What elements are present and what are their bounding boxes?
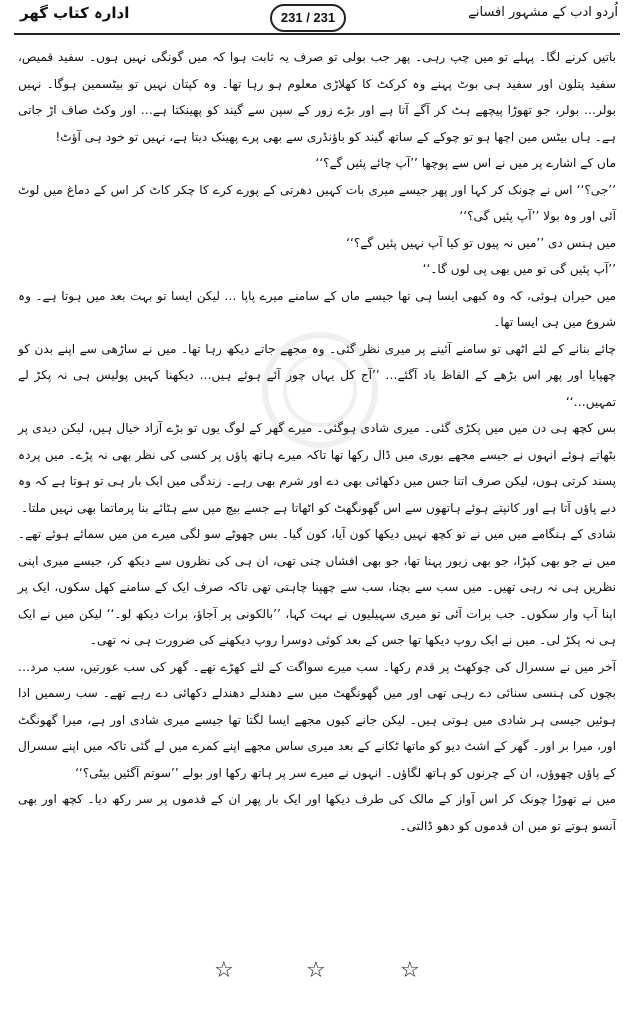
publisher-name: ادارہ کتاب گھر [20, 4, 130, 22]
story-body [18, 44, 616, 839]
paragraph-2: ماں کے اشارے پر میں نے اس سے پوچھا ’’آپ چائے پئیں گے؟‘‘ [315, 156, 616, 170]
paragraph-8: بس کچھ ہی دن میں میں پکڑی گئی۔ میری شادی ہوگئی۔ میرے گھر کے لوگ یوں تو بڑے آزاد خیال ہیں، لیکن دیدی پر بٹھاتے ہوئے انہوں نے جیسے مجھے بوری میں ڈال رکھا تھا تاکہ میرے ہاتھ پاؤں پر کسی کی نظر بھی نہ پڑے۔ میں پردہ پسند کرتی ہوں، لیکن صرف اتنا جس میں دکھائی بھی دے اور شرم بھی رہے۔ زندگی میں ایک بار ہی تو ہوتا ہے کہ وہ دبے پاؤں آتا ہے اور کانپتے ہوئے ہاتھوں سے اس گھونگھٹ کو اٹھاتا ہے جسے بیچ میں سے ہٹائے بنا پرماتما بھی نہیں ملتا۔ [18, 421, 616, 515]
end-ornament [0, 958, 634, 988]
star-icon: ☆ [306, 958, 326, 983]
header-divider [14, 33, 620, 35]
star-icon: ☆ [214, 958, 234, 983]
paragraph-11: میں نے تھوڑا چونک کر اس آواز کے مالک کی طرف دیکھا اور ایک بار پھر ان کے قدموں پر سر رکھ دیا۔ کچھ اور بھی آنسو ہوتے تو میں ان قدموں کو دھو ڈالتی۔ [18, 792, 616, 833]
paragraph-9: شادی کے ہنگامے میں میں نے تو کچھ نہیں دیکھا کون آیا، کون گیا۔ بس چھوٹے سو لگی میرے من میں سمائے ہوئے تھے۔ میں نے جو بھی کپڑا، جو بھی زیور پہنا تھا، جو بھی افشاں چنی تھی، ان ہی کی نظروں سے دیکھ کر، جیسے میری اپنی نظریں ہی نہ رہی تھیں۔ میں سب سے بچنا، سب سے چھپنا چاہتی تھی تاکہ صرف ایک کے سامنے کھل سکوں، ایک پر اپنا آپ وار سکوں۔ جب برات آئی تو میری سہیلیوں نے بہت کہا، ’’بالکونی پر آجاؤ، برات دیکھ لو۔‘‘ لیکن میں نے ایک ہی نہ پکڑ لی۔ میں نے ایک روپ دیکھا تھا جس کے بعد کوئی دوسرا روپ دیکھنے کی ضرورت ہی نہ تھی۔ [18, 527, 616, 647]
paragraph-4: میں ہنس دی ’’میں نہ پیوں تو کیا آپ نہیں پئیں گے؟‘‘ [346, 235, 616, 250]
paragraph-7: چائے بنانے کے لئے اٹھی تو سامنے آئینے پر میری نظر گئی۔ وہ مجھے جاتے دیکھ رہا تھا۔ میں نے ساڑھی سے اپنے بدن کو چھپایا اور پھر اس بڑھے کے الفاظ یاد آگئے… ’’آج کل یہاں چور آئے ہوئے ہیں… دیکھنا کہیں پولیس ہی نہ پکڑ لے تمہیں…‘‘ [18, 341, 616, 409]
book-title: اُردو ادب کے مشہور افسانے [468, 5, 618, 20]
star-icon: ☆ [400, 958, 420, 983]
paragraph-6: میں حیران ہوئی، کہ وہ کبھی ایسا ہی تھا جیسے ماں کے سامنے میرے پاپا … لیکن ایسا تو بہت بعد میں ہوتا ہے۔ وہ شروع میں ہی ایسا تھا۔ [18, 288, 616, 329]
paragraph-1: باتیں کرنے لگا۔ پہلے تو میں چپ رہی۔ پھر جب بولی تو صرف یہ ثابت ہوا کہ میں گونگی نہیں ہوں۔ سفید قمیص، سفید پتلون اور سفید ہی بوٹ پہنے وہ کرکٹ کا کھلاڑی معلوم ہو رہا تھا۔ وہ کپتان نہیں تو بیٹسمین ہوگا۔ نہیں بولر… بولر، جو تھوڑا پیچھے ہٹ کر آگے آتا ہے اور بڑے زور کے سپن سے گیند کو پھینکتا ہے… اور وکٹ صاف اڑ جاتی ہے۔ ہاں بیٹس مین اچھا ہو تو چوکے کے ساتھ گیند کو باؤنڈری سے بھی پرے پھینک دیتا ہے، نہیں تو خود ہی آؤٹ! [18, 50, 616, 144]
paragraph-10: آخر میں نے سسرال کی چوکھٹ پر قدم رکھا۔ سب میرے سواگت کے لئے کھڑے تھے۔ گھر کی سب عورتیں، سب مرد… بچوں کی ہنسی سنائی دے رہی تھی اور میں گھونگھٹ میں سے دھندلے دھندلے دکھائی دے رہے تھے۔ سب رسمیں ادا ہوئیں جیسی ہر شادی میں ہوتی ہیں۔ لیکن جانے کیوں مجھے ایسا لگتا تھا جیسے میری شادی اور ہے، میرا گھونگٹ اور، میرا بر اور۔ گھر کے اشٹ دیو کو ماتھا ٹکانے کے بعد میری ساس مجھے اپنے کمرے میں لے گئی تاکہ میں اپنے سسرال کے پاؤں چھوؤں، ان کے چرنوں کو ہاتھ لگاؤں۔ انہوں نے میرے سر پر ہاتھ رکھا اور بولے ’’سوتم آگئیں بیٹی؟‘‘ [18, 659, 616, 780]
page-header [0, 0, 634, 40]
paragraph-5: ’’آپ پئیں گی تو میں بھی پی لوں گا۔‘‘ [422, 262, 616, 276]
paragraph-3: ’’جی؟‘‘ اس نے چونک کر کہا اور پھر جیسے میری بات کہیں دھرتی کے پورے کرے کا چکر کاٹ کر اس کے دماغ میں لوٹ آئی اور وہ بولا ’’آپ پئیں گی؟‘‘ [18, 182, 616, 223]
page-number-badge: 231 / 231 [270, 4, 346, 32]
